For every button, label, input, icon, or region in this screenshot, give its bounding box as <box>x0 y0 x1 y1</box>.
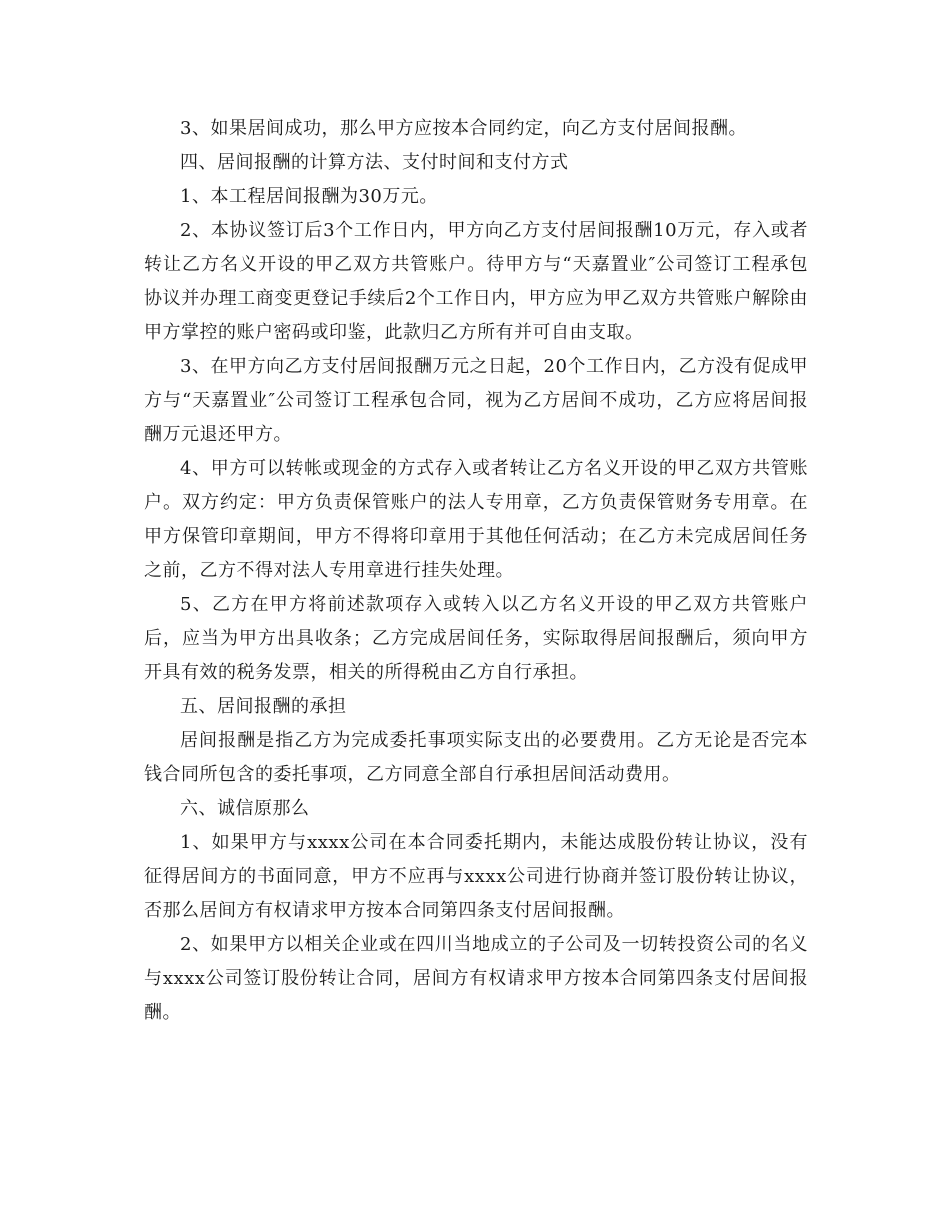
document-body <box>144 112 808 1030</box>
paragraph: 3、如果居间成功，那么甲方应按本合同约定，向乙方支付居间报酬。 <box>180 118 747 139</box>
section-heading: 四、居间报酬的计算方法、支付时间和支付方式 <box>180 152 569 173</box>
section-heading: 六、诚信原那么 <box>180 798 310 819</box>
paragraph: 1、如果甲方与xxxx公司在本合同委托期内，未能达成股份转让协议，没有征得居间方的书面同意，甲方不应再与xxxx公司进行协商并签订股份转让协议，否那么居间方有权请求甲方按本合同第四条支付居间报酬。 <box>144 832 808 921</box>
paragraph: 居间报酬是指乙方为完成委托事项实际支出的必要费用。乙方无论是否完本钱合同所包含的委托事项，乙方同意全部自行承担居间活动费用。 <box>144 730 808 785</box>
paragraph: 3、在甲方向乙方支付居间报酬万元之日起，20个工作日内，乙方没有促成甲方与“天嘉置业″公司签订工程承包合同，视为乙方居间不成功，乙方应将居间报酬万元退还甲方。 <box>144 356 808 445</box>
paragraph: 2、本协议签订后3个工作日内，甲方向乙方支付居间报酬10万元，存入或者转让乙方名义开设的甲乙双方共管账户。待甲方与“天嘉置业″公司签订工程承包协议并办理工商变更登记手续后2个工作日内，甲方应为甲乙双方共管账户解除由甲方掌控的账户密码或印鉴，此款归乙方所有并可自由支取。 <box>144 220 808 343</box>
paragraph: 2、如果甲方以相关企业或在四川当地成立的子公司及一切转投资公司的名义与xxxx公司签订股份转让合同，居间方有权请求甲方按本合同第四条支付居间报酬。 <box>144 934 808 1023</box>
paragraph: 1、本工程居间报酬为30万元。 <box>180 186 438 207</box>
paragraph: 4、甲方可以转帐或现金的方式存入或者转让乙方名义开设的甲乙双方共管账户。双方约定：甲方负责保管账户的法人专用章，乙方负责保管财务专用章。在甲方保管印章期间，甲方不得将印章用于其他任何活动；在乙方未完成居间任务之前，乙方不得对法人专用章进行挂失处理。 <box>144 458 808 581</box>
section-heading: 五、居间报酬的承担 <box>180 696 347 717</box>
paragraph: 5、乙方在甲方将前述款项存入或转入以乙方名义开设的甲乙双方共管账户后，应当为甲方出具收条；乙方完成居间任务，实际取得居间报酬后，须向甲方开具有效的税务发票，相关的所得税由乙方自行承担。 <box>144 594 808 683</box>
